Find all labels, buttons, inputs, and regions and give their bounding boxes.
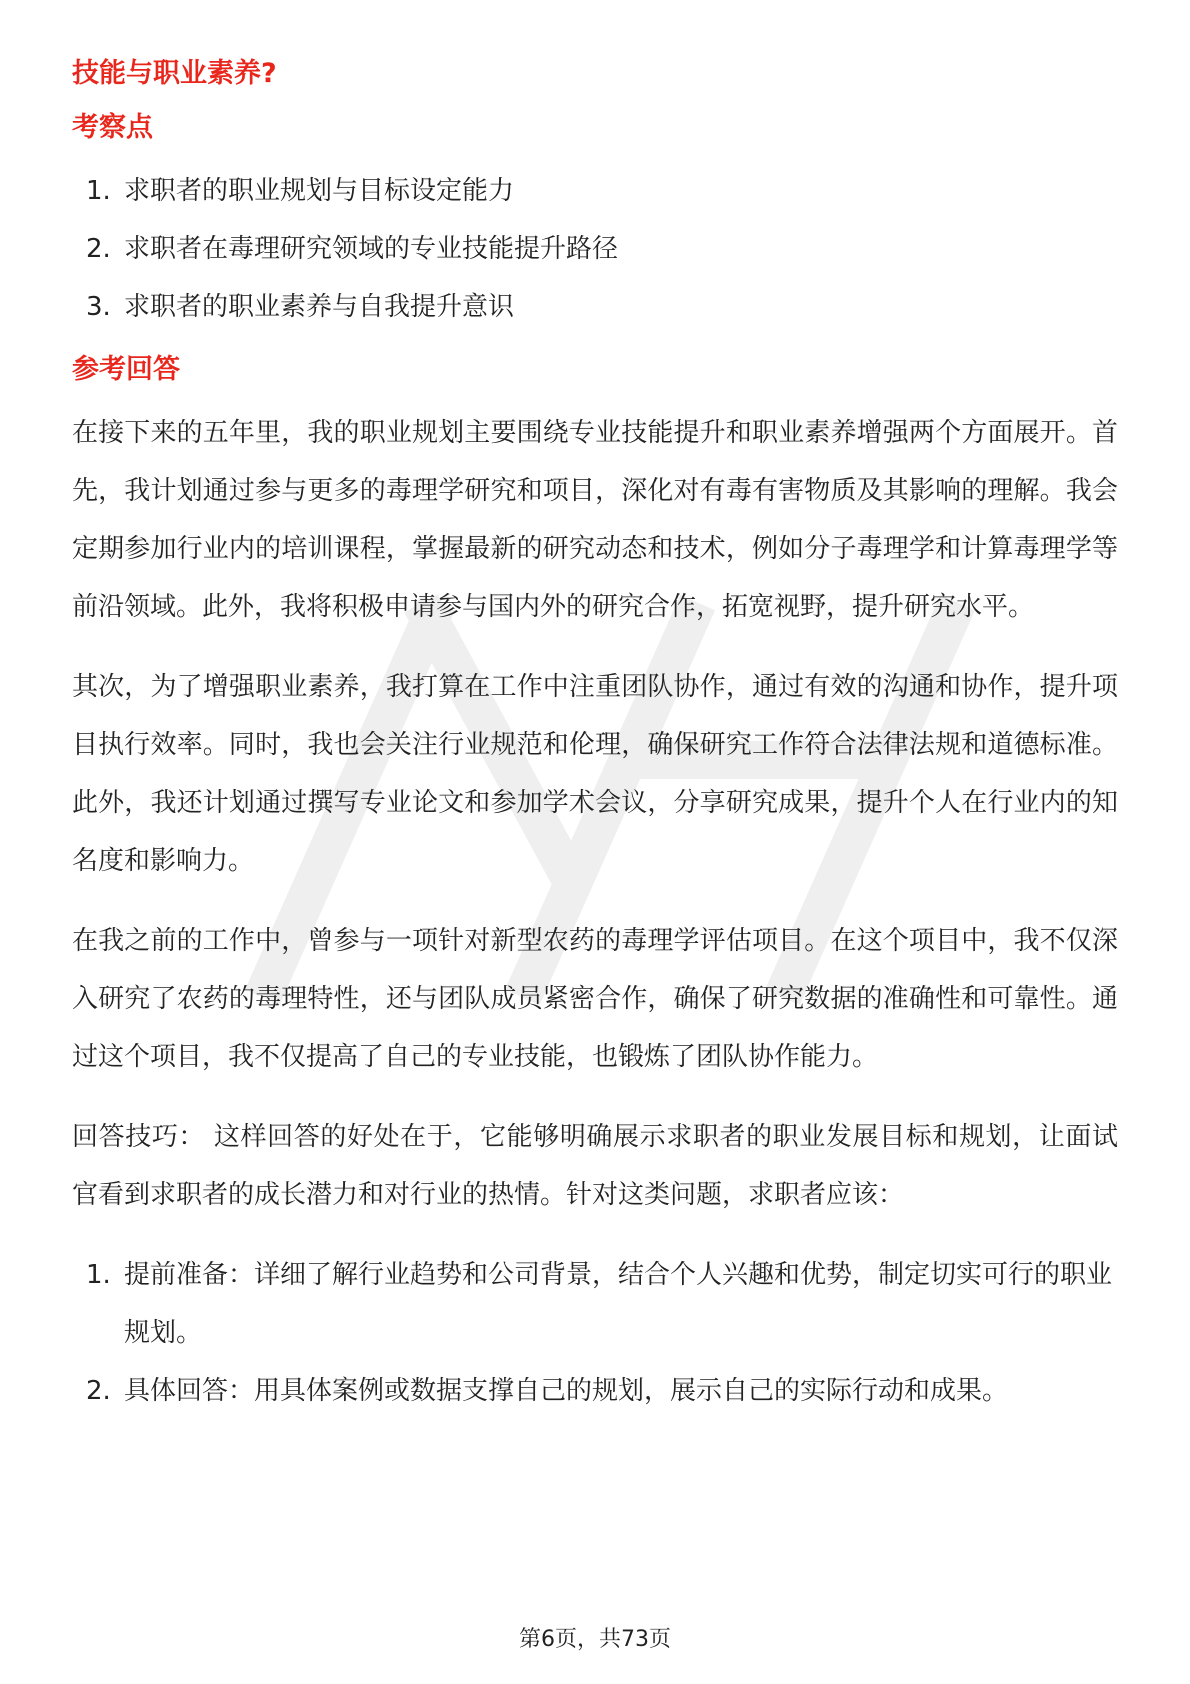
- answer-paragraph: 其次，为了增强职业素养，我打算在工作中注重团队协作，通过有效的沟通和协作，提升项目执行效率。同时，我也会关注行业规范和伦理，确保研究工作符合法律法规和道德标准。此外，我还计划通过撰写专业论文和参加学术会议，分享研究成果，提升个人在行业内的知名度和影响力。: [72, 672, 1118, 876]
- list-item: [72, 278, 1118, 336]
- focus-point-text: 求职者的职业规划与目标设定能力: [124, 176, 515, 206]
- question-title: 技能与职业素养?: [72, 58, 277, 89]
- list-number: 2.: [86, 1376, 111, 1406]
- answer-paragraph: 在我之前的工作中，曾参与一项针对新型农药的毒理学评估项目。在这个项目中，我不仅深入研究了农药的毒理特性，还与团队成员紧密合作，确保了研究数据的准确性和可靠性。通过这个项目，我不仅提高了自己的专业技能，也锻炼了团队协作能力。: [72, 926, 1118, 1072]
- tip-text: 提前准备：详细了解行业趋势和公司背景，结合个人兴趣和优势，制定切实可行的职业规划。: [124, 1260, 1113, 1348]
- list-item: [72, 220, 1118, 278]
- focus-point-text: 求职者的职业素养与自我提升意识: [124, 292, 515, 322]
- focus-heading: 考察点: [72, 112, 153, 143]
- answer-paragraph: 在接下来的五年里，我的职业规划主要围绕专业技能提升和职业素养增强两个方面展开。首先，我计划通过参与更多的毒理学研究和项目，深化对有毒有害物质及其影响的理解。我会定期参加行业内的培训课程，掌握最新的研究动态和技术，例如分子毒理学和计算毒理学等前沿领域。此外，我将积极申请参与国内外的研究合作，拓宽视野，提升研究水平。: [72, 418, 1118, 622]
- list-item: [72, 162, 1118, 220]
- list-number: 1.: [86, 176, 111, 206]
- list-item: [72, 1362, 1118, 1420]
- answer-tips-paragraph: 回答技巧： 这样回答的好处在于，它能够明确展示求职者的职业发展目标和规划，让面试官看到求职者的成长潜力和对行业的热情。针对这类问题，求职者应该：: [72, 1122, 1118, 1210]
- focus-list: [72, 162, 1118, 336]
- page-footer: 第6页，共73页: [519, 1627, 671, 1652]
- list-number: 2.: [86, 234, 111, 264]
- list-number: 3.: [86, 292, 111, 322]
- tips-list: [72, 1246, 1118, 1420]
- list-number: 1.: [86, 1260, 111, 1290]
- list-item: [72, 1246, 1118, 1362]
- answer-heading: 参考回答: [72, 354, 180, 385]
- focus-point-text: 求职者在毒理研究领域的专业技能提升路径: [124, 234, 619, 264]
- document-content: [72, 52, 1118, 1432]
- tip-text: 具体回答：用具体案例或数据支撑自己的规划，展示自己的实际行动和成果。: [124, 1376, 1009, 1406]
